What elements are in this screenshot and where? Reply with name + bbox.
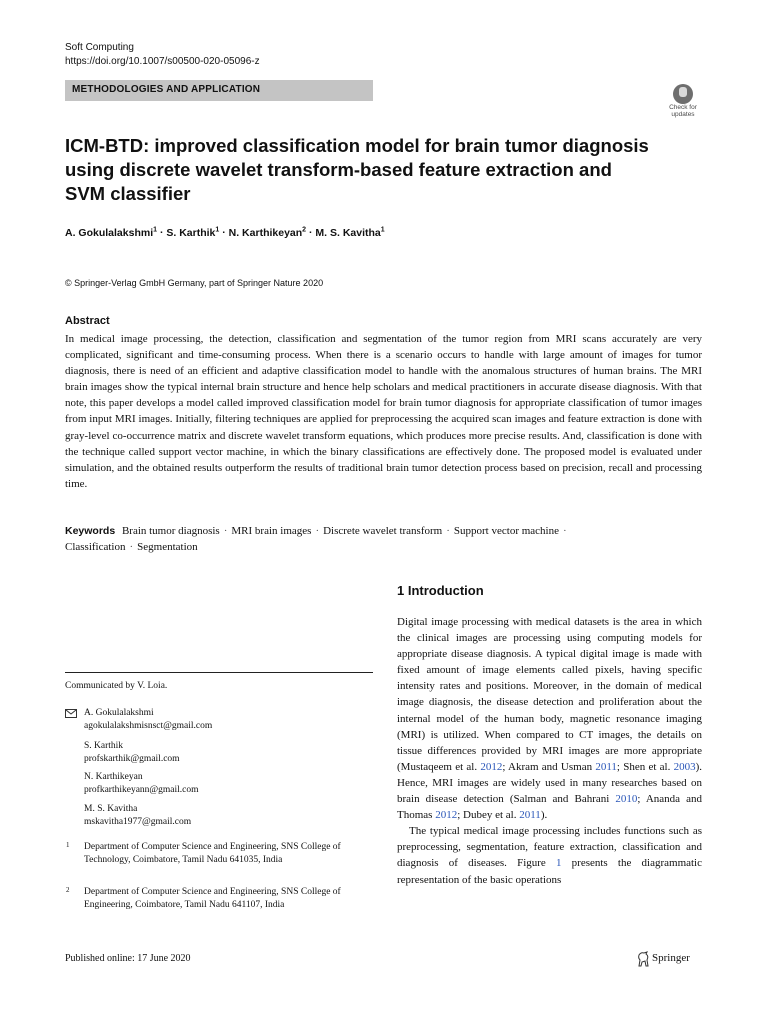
communicated-by: Communicated by V. Loia. [65,681,168,691]
publisher-logo-text: Springer [652,952,690,964]
intro-paragraph-2 [397,823,702,887]
affiliation-text: Department of Computer Science and Engineering, SNS College of Engineering, Coimbatore, Tamil Nadu 641107, India [84,887,341,910]
contact-email[interactable]: mskavitha1977@gmail.com [84,817,192,827]
keyword: Discrete wavelet transform [323,525,443,537]
affiliation-text: Department of Computer Science and Engineering, SNS College of Technology, Coimbatore, Tamil Nadu 641035, India [84,842,341,865]
citation-link[interactable]: 2012 [480,760,503,773]
contact-entry [84,707,212,733]
citation-link[interactable]: 2010 [615,793,638,806]
section-label: METHODOLOGIES AND APPLICATION [72,84,261,95]
intro-paragraph-1 [397,614,702,823]
abstract-heading: Abstract [65,315,110,327]
author-separator: · [157,226,167,239]
author-separator: · [219,226,229,239]
doi-link[interactable]: https://doi.org/10.1007/s00500-020-05096-z [65,56,260,67]
keyword: MRI brain images [231,525,312,537]
published-date: Published online: 17 June 2020 [65,953,191,964]
keyword-separator: · [315,525,320,537]
intro-text-segment: ). [540,809,548,822]
crossmark-icon [673,84,693,104]
keyword-separator: · [223,525,228,537]
intro-text-segment: ; Shen et al. [616,760,674,773]
keyword: Support vector machine [453,525,559,537]
author: M. S. Kavitha$^1$ [315,226,385,239]
affiliation-number: 1 [66,841,70,849]
intro-text-segment: ; Dubey et al. [457,809,520,822]
contact-email[interactable]: profskarthik@gmail.com [84,754,180,764]
contact-name: S. Karthik [84,741,124,751]
contact-name: N. Karthikeyan [84,772,143,782]
keywords [65,523,702,555]
intro-text-segment: ). Hence, MRI images are widely used in many researches based on brain disease detection (Salman and Bahrani [397,760,702,806]
author: N. Karthikeyan$^2$ [228,226,307,239]
footnote-divider [65,672,373,673]
intro-text-segment: ; Ananda and Thomas [397,793,703,822]
keyword-separator: · [129,541,134,553]
keyword-separator: · [563,525,567,537]
crossmark-label: Check for updates [669,104,697,118]
author-list [65,226,385,239]
envelope-icon [65,709,77,718]
springer-horse-icon [636,951,650,967]
intro-text-segment: ; Akram and Usman [502,760,596,773]
author: S. Karthik$^1$ [166,226,220,239]
intro-text-segment: presents the diagrammatic representation of the basic operations [397,857,702,886]
keyword: Brain tumor diagnosis [121,525,220,537]
intro-text [397,614,702,888]
citation-link[interactable]: 2003 [673,760,696,773]
abstract-text: In medical image processing, the detection, classification and segmentation of the tumor region from MRI scans accurately are very complicated, significant and time-consuming process. When there is a scenario occurs to handle with large amount of images for tumor diagnosis, there is need of an efficient and adaptive classification model to handle with the anomalous structures of human brains. The MRI brain images show the typical internal brain structure and hence help scholars and medical practitioners in accurate disease diagnosis. With that note, this paper develops a model called improved classification model for brain tumor diagnosis for appropriate classification of tumor images from input MRI images. Initially, filtering techniques are applied for preprocessing the acquired scan images and feature extraction is done with gray-level co-occurrence matrix and discrete wavelet transform equations, which produces more precise results. And, classification is done with the technique called support vector machine, in which the binary classifications are effectively done. The proposed model is evaluated under simulation, and the obtained results outperform the results of traditional brain tumor detection process based on precision, recall and processing time. [65,333,702,490]
contact-entry [84,771,199,797]
affiliation-number: 2 [66,886,70,894]
keyword: Classification [65,541,126,553]
intro-heading: 1 Introduction [397,583,484,598]
citation-link[interactable]: 1 [555,857,562,870]
contact-email[interactable]: agokulalakshmisnsct@gmail.com [84,721,213,731]
author-separator: · [306,226,316,239]
contact-email[interactable]: profkarthikeyann@gmail.com [84,785,199,795]
citation-link[interactable]: 2012 [435,809,458,822]
intro-text-segment: Digital image processing with medical datasets is the area in which the clinical images are processing using computing models for appropriate disease diagnosis. A typical digital image is made with fixed amount of image elements called pixels, having specific intensity rates and positions. Moreover, in the domain of medical image diagnosis, the disease detection and proliferation about the internal model of the human body, magnetic resonance imaging (MRI) is utilized. When compared to CT images, the details on tissue differences provided by MRI images are more appropriate (Mustaqeem et al. [397,616,702,773]
intro-text-segment: The typical medical image processing includes functions such as preprocessing, segmentation, feature extraction, classification and diagnosis of diseases. Figure [397,825,702,870]
author: A. Gokulalakshmi$^1$ [65,226,158,239]
contact-name: M. S. Kavitha [84,804,138,814]
keyword: Segmentation [137,541,198,553]
check-for-updates-badge[interactable] [664,84,702,124]
contact-entry [84,740,180,766]
citation-link[interactable]: 2011 [595,760,617,773]
journal-name: Soft Computing [65,42,134,53]
citation-link[interactable]: 2011 [519,809,541,822]
contact-name: A. Gokulalakshmi [84,708,154,718]
section-banner [65,80,373,101]
keyword-separator: · [446,525,450,537]
contact-entry [84,803,191,829]
keywords-label: Keywords [65,525,116,537]
paper-title: ICM-BTD: improved classification model for brain tumor diagnosis using discrete wavelet transform-based feature extraction and SVM classifier [65,135,649,204]
copyright-notice: © Springer-Verlag GmbH Germany, part of Springer Nature 2020 [65,278,324,288]
